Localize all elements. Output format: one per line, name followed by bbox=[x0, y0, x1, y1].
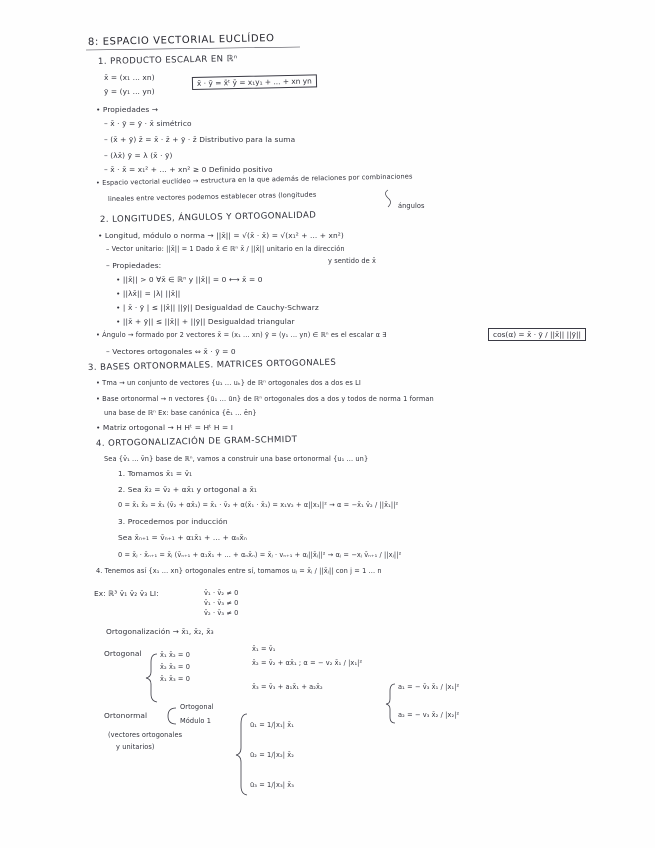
property-distributive: – (x̄ + ȳ) z̄ = x̄ · z̄ + ȳ · z̄ Distributivo para la suma bbox=[104, 135, 296, 144]
ortho-condition-1: x̄₁ x̄₂ = 0 bbox=[160, 651, 190, 659]
result-x3: x̄₃ = v̄₃ + a₁x̄₁ + a₂x̄₂ bbox=[252, 683, 323, 691]
cauchy-schwarz: • | x̄ · ȳ | ≤ ||x̄|| ||ȳ|| Desigualdad de Cauchy-Schwarz bbox=[116, 303, 319, 312]
title-underline bbox=[86, 47, 300, 50]
gs-step-1: 1. Tomamos x̄₁ = v̄₁ bbox=[118, 469, 193, 478]
euclidean-space-line-3: ángulos bbox=[398, 202, 425, 210]
euclidean-space-line-1: • Espacio vectorial euclídeo → estructura en la que además de relaciones por combinaciones bbox=[95, 172, 413, 187]
norm-property-2: • ||λx̄|| = |λ| ||x̄|| bbox=[116, 289, 181, 298]
properties-heading: • Propiedades → bbox=[96, 105, 159, 114]
example-condition-2: v̄₁ · v̄₃ ≠ 0 bbox=[204, 599, 239, 607]
brace-ortogonal bbox=[146, 654, 157, 702]
alpha-1: a₁ = − v̄₃ x̄₁ / |x₁|² bbox=[398, 683, 460, 691]
ortonormal-ortogonal: Ortogonal bbox=[180, 703, 214, 711]
unit-u3: ū₃ = 1/|x₃| x̄₃ bbox=[250, 781, 294, 789]
unit-vector-line-2: y sentido de x̄ bbox=[328, 257, 377, 265]
orthonormal-base-line-1: • Base ortonormal → n vectores {ū₁ ... ūn} de ℝⁿ ortogonales dos a dos y todos de norma 1 forman bbox=[96, 395, 434, 403]
example-heading: Ex: ℝ³ v̄₁ v̄₂ v̄₃ LI: bbox=[94, 589, 159, 598]
example-condition-3: v̄₂ · v̄₃ ≠ 0 bbox=[204, 609, 239, 617]
section-2-heading: 2. LONGITUDES, ÁNGULOS Y ORTOGONALIDAD bbox=[99, 210, 317, 225]
result-x2: x̄₂ = v̄₂ + αx̄₁ ; α = − v₂ x̄₁ / |x₁|² bbox=[252, 659, 363, 667]
unit-u1: ū₁ = 1/|x₁| x̄₁ bbox=[250, 721, 294, 729]
property-scalar: – (λx̄) ȳ = λ (x̄ · ȳ) bbox=[104, 151, 173, 160]
cosine-box: cos(α) = x̄ · ȳ / ||x̄|| ||ȳ|| bbox=[488, 328, 586, 341]
property-symmetric: – x̄ · ȳ = ȳ · x̄ simétrico bbox=[104, 119, 192, 128]
orthonormal-base-line-2: una base de ℝⁿ Ex: base canónica {ē₁ ... ēn} bbox=[104, 409, 257, 417]
dot-product-box: x̄ · ȳ = x̄ᵗ ȳ = x₁y₁ + ... + xn yn bbox=[192, 74, 317, 90]
ortogonal-label: Ortogonal bbox=[104, 649, 142, 658]
brace-ortonormal bbox=[168, 708, 176, 724]
norm-definition: • Longitud, módulo o norma → ||x̄|| = √(x̄ · x̄) = √(x₁² + ... + xn²) bbox=[98, 231, 344, 240]
page-title: 8: ESPACIO VECTORIAL EUCLÍDEO bbox=[87, 33, 275, 48]
unit-vector-line-1: – Vector unitario: ||x̄|| = 1 Dado x̄ ∈ ℝⁿ x̄ / ||x̄|| unitario en la dirección bbox=[106, 245, 345, 253]
norm-property-1: • ||x̄|| > 0 ∀x̄ ∈ ℝⁿ y ||x̄|| = 0 ⟷ x̄ = 0 bbox=[116, 275, 263, 284]
euclidean-space-line-2: lineales entre vectores podemos establecer otras (longitudes bbox=[107, 190, 317, 203]
ortho-condition-2: x̄₂ x̄₃ = 0 bbox=[160, 663, 190, 671]
alpha-2: a₂ = − v₃ x̄₂ / |x₂|² bbox=[398, 711, 460, 719]
section-1-heading: 1. PRODUCTO ESCALAR EN ℝⁿ bbox=[97, 54, 238, 67]
unit-u2: ū₂ = 1/|x₂| x̄₂ bbox=[250, 751, 294, 759]
ortho-condition-3: x̄₁ x̄₃ = 0 bbox=[160, 675, 190, 683]
gs-step-2-derivation: 0 = x̄₁ x̄₂ = x̄₁ (v̄₂ + αx̄₁) = x̄₁ · v̄₂ + α(x̄₁ · x̄₁) = x₁v₂ + α||x₁||² → α = −x̄₁ v̄₂ / ||x̄₁||² bbox=[118, 501, 399, 509]
properties-2-heading: – Propiedades: bbox=[106, 261, 162, 270]
gs-step-3: 3. Procedemos por inducción bbox=[118, 517, 228, 526]
section-4-heading: 4. ORTOGONALIZACIÓN DE GRAM-SCHMIDT bbox=[95, 434, 298, 449]
brace-longitudes bbox=[386, 190, 391, 207]
triangle-inequality: • ||x̄ + ȳ|| ≤ ||x̄|| + ||ȳ|| Desigualdad triangular bbox=[116, 317, 295, 326]
gs-step-4: 4. Tenemos así {x₁ ... xn} ortogonales entre sí, tomamos uⱼ = x̄ⱼ / ||x̄ⱼ|| con j = 1 ... n bbox=[96, 567, 382, 575]
orthogonal-vectors: – Vectores ortogonales ⇔ x̄ · ȳ = 0 bbox=[106, 347, 236, 356]
example-condition-1: v̄₁ · v̄₂ ≠ 0 bbox=[204, 589, 239, 597]
gs-step-3-derivation: 0 = x̄ⱼ · x̄ₙ₊₁ = x̄ⱼ (v̄ₙ₊₁ + α₁x̄₁ + ... + αₙx̄ₙ) = x̄ⱼ · vₙ₊₁ + αⱼ||x̄ⱼ||² → αⱼ = −xⱼ v̄ₙ₊₁ / ||xⱼ||² bbox=[118, 551, 402, 559]
orthogonal-matrix: • Matriz ortogonal → H Hᵗ = Hᵗ H = I bbox=[96, 423, 234, 432]
ortonormal-label: Ortonormal bbox=[104, 711, 148, 720]
section-3-heading: 3. BASES ORTONORMALES. MATRICES ORTOGONALES bbox=[87, 357, 337, 373]
y-vector-definition: ȳ = (y₁ ... yn) bbox=[104, 87, 155, 96]
gs-step-2: 2. Sea x̄₂ = v̄₂ + αx̄₁ y ortogonal a x̄₁ bbox=[118, 485, 257, 494]
theorem-li: • Tma → un conjunto de vectores {u₁ ... uₖ} de ℝⁿ ortogonales dos a dos es LI bbox=[96, 379, 361, 387]
gs-step-3-sea: Sea x̄ₙ₊₁ = v̄ₙ₊₁ + α₁x̄₁ + ... + αₙx̄ₙ bbox=[118, 533, 247, 542]
brace-alphas bbox=[386, 684, 395, 723]
x-vector-definition: x̄ = (x₁ ... xn) bbox=[104, 73, 155, 82]
angle-definition: • Ángulo → formado por 2 vectores x̄ = (x₁ ... xn) ȳ = (y₁ ... yn) ∈ ℝⁿ es el escalar α ∃ bbox=[96, 331, 387, 339]
brace-unit-vectors bbox=[236, 714, 247, 795]
gram-schmidt-intro: Sea {v̄₁ ... v̄n} base de ℝⁿ, vamos a construir una base ortonormal {u₁ ... un} bbox=[104, 455, 369, 463]
vectors-note-2: y unitarios) bbox=[116, 743, 155, 751]
orthogonalization-line: Ortogonalización → x̄₁, x̄₂, x̄₃ bbox=[106, 627, 214, 636]
ortonormal-modulo: Módulo 1 bbox=[180, 717, 212, 725]
property-positive-definite: – x̄ · x̄ = x₁² + ... + xn² ≥ 0 Definido positivo bbox=[104, 165, 273, 174]
result-x1: x̄₁ = v̄₁ bbox=[252, 645, 276, 653]
vectors-note-1: (vectores ortogonales bbox=[108, 731, 183, 739]
